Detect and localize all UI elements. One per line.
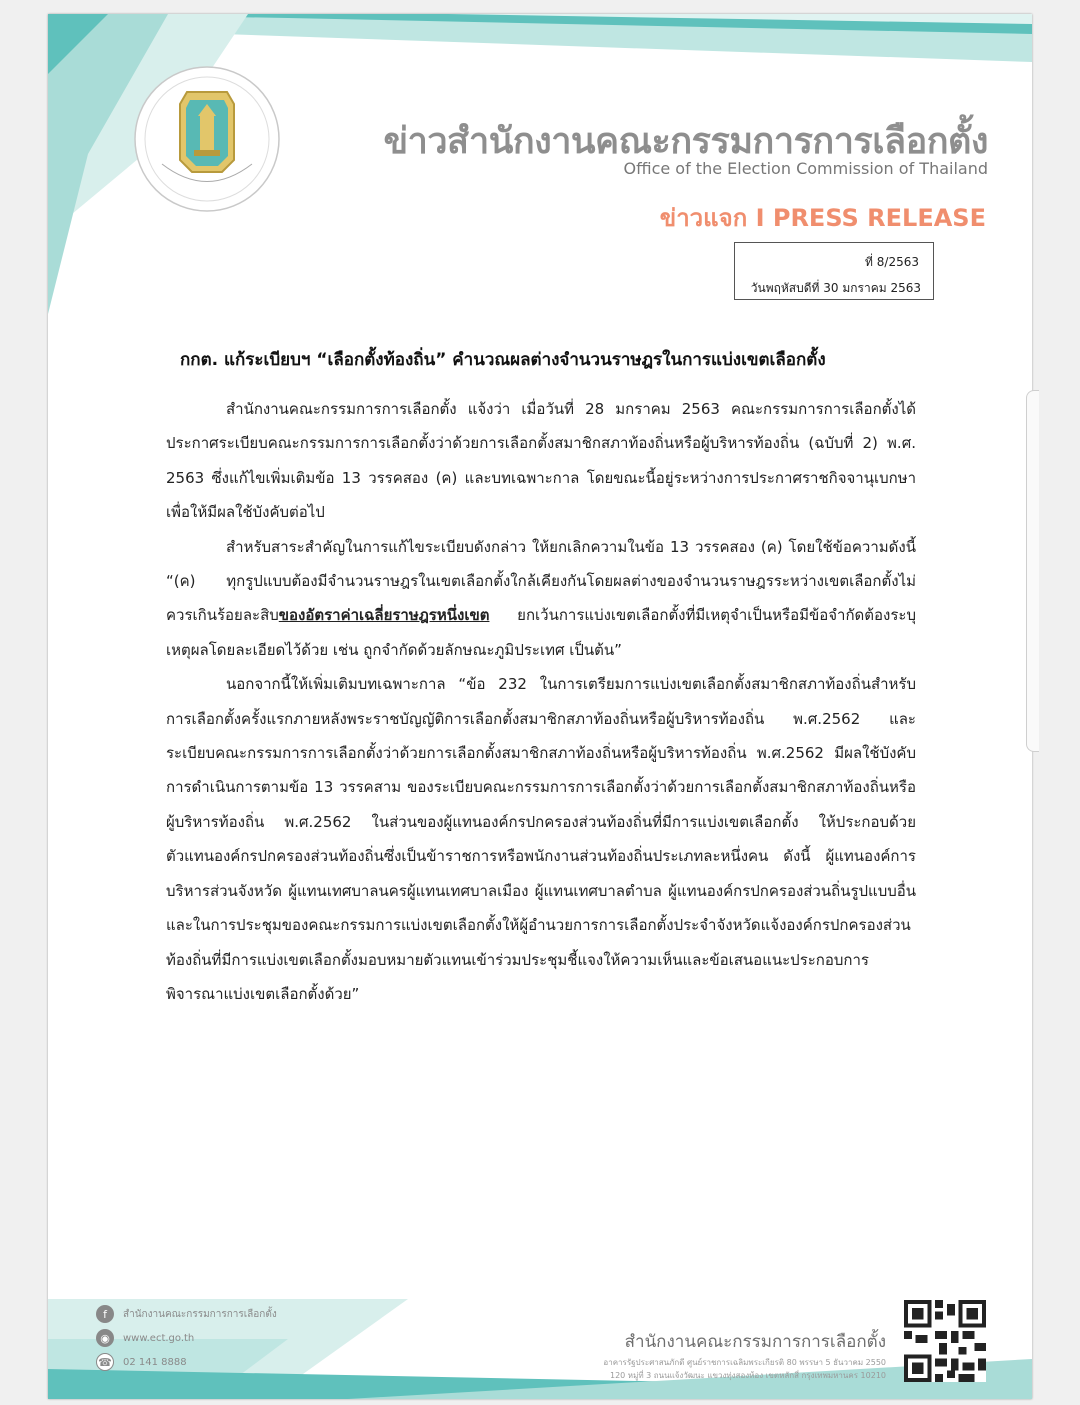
reference-box bbox=[734, 242, 934, 300]
footer-address bbox=[603, 1356, 886, 1382]
facebook-contact[interactable] bbox=[96, 1302, 277, 1326]
side-scroll-handle[interactable] bbox=[1026, 390, 1039, 752]
header-title-thai: ข่าวสำนักงานคณะกรรมการการเลือกตั้ง bbox=[383, 121, 988, 162]
phone-label: 02 141 8888 bbox=[123, 1356, 187, 1368]
paragraph-3: นอกจากนี้ให้เพิ่มเติมบทเฉพาะกาล “ข้อ 232 ในการเตรียมการแบ่งเขตเลือกตั้งสมาชิกสภาท้องถิ่นสำหรับการเลือกตั้งครั้งแรกภายหลังพระราชบัญญัติการเลือกตั้งสมาชิกสภาท้องถิ่นหรือผู้บริหารท้องถิ่น พ.ศ.2562 และระเบียบคณะกรรมการการเลือกตั้งว่าด้วยการเลือกตั้งสมาชิกสภาท้องถิ่นหรือผู้บริหารท้องถิ่น พ.ศ.2562 มีผลใช้บังคับ การดำเนินการตามข้อ 13 วรรคสาม ของระเบียบคณะกรรมการการเลือกตั้งว่าด้วยการเลือกตั้งสมาชิกสภาท้องถิ่นหรือผู้บริหารท้องถิ่น พ.ศ.2562 ในส่วนของผู้แทนองค์กรปกครองส่วนท้องถิ่นที่มีการแบ่งเขตเลือกตั้ง ให้ประกอบด้วยตัวแทนองค์กรปกครองส่วนท้องถิ่นซึ่งเป็นข้าราชการหรือพนักงานส่วนท้องถิ่นประเภทละหนึ่งคน ดังนี้ ผู้แทนองค์การบริหารส่วนจังหวัด ผู้แทนเทศบาลนครผู้แทนเทศบาลเมือง ผู้แทนเทศบาลตำบล ผู้แทนองค์กรปกครองส่วนถิ่นรูปแบบอื่น และในการประชุมของคณะกรรมการแบ่งเขตเลือกตั้งให้ผู้อำนวยการการเลือกตั้งประจำจังหวัดแจ้งองค์กรปกครองส่วนท้องถิ่นที่มีการแบ่งเขตเลือกตั้งมอบหมายตัวแทนเข้าร่วมประชุมชี้แจงให้ความเห็นและข้อเสนอแนะประกอบการพิจารณาแบ่งเขตเลือกตั้งด้วย” bbox=[166, 675, 916, 1003]
paragraph-2-text: สำหรับสาระสำคัญในการแก้ไขระเบียบดังกล่าว ให้ยกเลิกความในข้อ 13 วรรคสอง (ค) โดยใช้ข้อความดังนี้ “(ค) ทุกรูปแบบต้องมีจำนวนราษฎรในเขตเลือกตั้งใกล้เคียงกันโดยผลต่างของจำนวนราษฎรระหว่างเขตเลือกตั้งไม่ควรเกินร้อยละสิบ bbox=[166, 537, 916, 625]
website-label: www.ect.go.th bbox=[123, 1332, 195, 1344]
paragraph-2-emphasis: ของอัตราค่าเฉลี่ยราษฎรหนึ่งเขต bbox=[278, 606, 490, 625]
globe-icon: ◉ bbox=[96, 1329, 114, 1347]
facebook-label: สำนักงานคณะกรรมการการเลือกตั้ง bbox=[123, 1308, 277, 1320]
paragraph-2-text-end: ยกเว้นการแบ่งเขตเลือกตั้งที่มีเหตุจำเป็นหรือมีข้อจำกัดต้องระบุเหตุผลโดยละเอียดไว้ด้วย เช่น ถูกจำกัดด้วยลักษณะภูมิประเทศ เป็นต้น” bbox=[166, 606, 916, 659]
paragraph-1: สำนักงานคณะกรรมการการเลือกตั้ง แจ้งว่า เมื่อวันที่ 28 มกราคม 2563 คณะกรรมการการเลือกตั้งได้ประกาศระเบียบคณะกรรมการการเลือกตั้งว่าด้วยการเลือกตั้งสมาชิกสภาท้องถิ่นหรือผู้บริหารท้องถิ่น (ฉบับที่ 2) พ.ศ. 2563 ซึ่งแก้ไขเพิ่มเติมข้อ 13 วรรคสอง (ค) และบทเฉพาะกาล โดยขณะนี้อยู่ระหว่างการประกาศราชกิจจานุเบกษาเพื่อให้มีผลใช้บังคับต่อไป bbox=[166, 400, 916, 522]
website-contact[interactable] bbox=[96, 1326, 277, 1350]
reference-date: วันพฤหัสบดีที่ 30 มกราคม 2563 bbox=[750, 281, 921, 295]
press-release-label: ข่าวแจก I PRESS RELEASE bbox=[659, 204, 986, 232]
facebook-icon: f bbox=[96, 1305, 114, 1323]
phone-contact[interactable] bbox=[96, 1350, 277, 1374]
article-body bbox=[166, 392, 916, 1011]
footer-address-line-1: อาคารรัฐประศาสนภักดี ศูนย์ราชการเฉลิมพระเกียรติ 80 พรรษา 5 ธันวาคม 2550 bbox=[603, 1358, 886, 1367]
footer-address-line-2: 120 หมู่ที่ 3 ถนนแจ้งวัฒนะ แขวงทุ่งสองห้อง เขตหลักสี่ กรุงเทพมหานคร 10210 bbox=[609, 1371, 886, 1380]
phone-icon: ☎ bbox=[96, 1353, 114, 1371]
footer-contacts bbox=[96, 1302, 277, 1374]
ect-seal-logo bbox=[132, 64, 282, 214]
header-title-english: Office of the Election Commission of Thailand bbox=[623, 159, 988, 178]
qr-code-icon[interactable] bbox=[904, 1300, 986, 1382]
press-release-page bbox=[48, 14, 1032, 1399]
reference-number: ที่ 8/2563 bbox=[865, 255, 919, 269]
footer-office-name: สำนักงานคณะกรรมการการเลือกตั้ง bbox=[624, 1332, 886, 1352]
headline: กกต. แก้ระเบียบฯ “เลือกตั้งท้องถิ่น” คำนวณผลต่างจำนวนราษฎรในการแบ่งเขตเลือกตั้ง bbox=[180, 350, 826, 370]
paragraph-2 bbox=[166, 530, 916, 668]
